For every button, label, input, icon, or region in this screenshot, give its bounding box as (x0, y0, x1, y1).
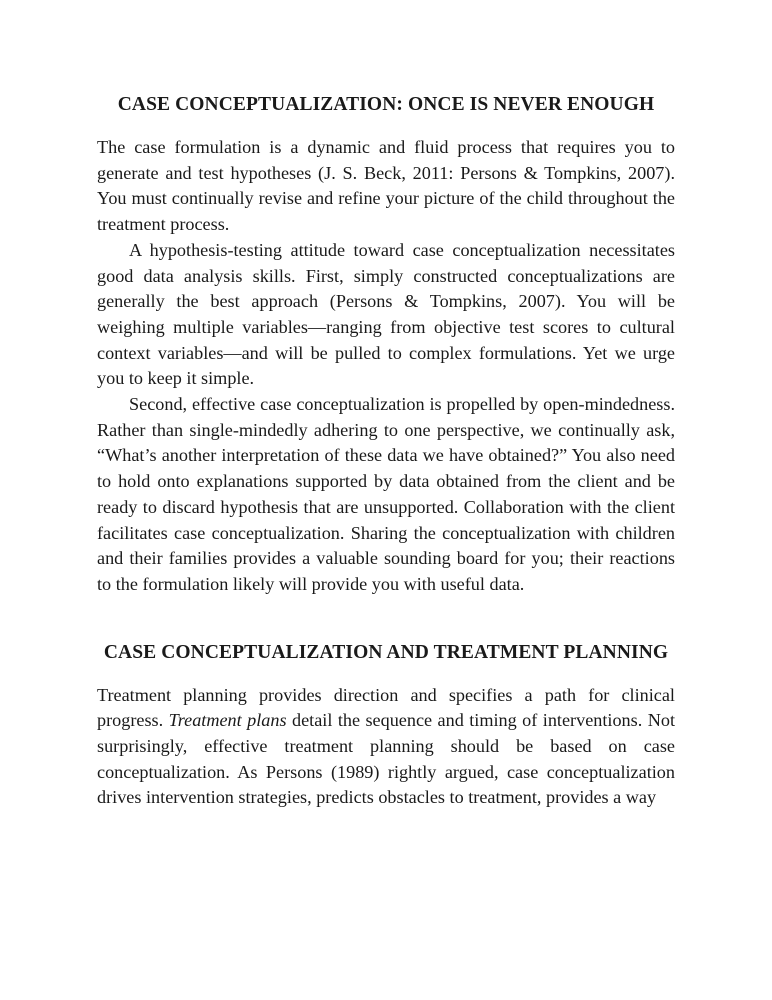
paragraph-3: Second, effective case conceptualization is propelled by open-mindedness. Rather than single-mindedly adhering to one perspective, we continually ask, “What’s another interpretation of these data we have obtained?” You also need to hold onto explanations supported by data obtained from the client and be ready to discard hypothesis that are unsupported. Collaboration with the client facilitates case conceptualization. Sharing the conceptualization with children and their families provides a valuable sounding board for you; their reactions to the formulation likely will provide you with useful data. (97, 394, 675, 594)
italic-term: Treatment plans (168, 710, 287, 731)
section-once-is-never-enough (97, 92, 675, 598)
section-treatment-planning (97, 640, 675, 812)
paragraph-treatment-planning (97, 683, 675, 812)
section-heading: CASE CONCEPTUALIZATION AND TREATMENT PLANNING (103, 641, 669, 663)
text-run: detail the sequence and timing of interventions. Not surprisingly, effective treatment planning should be based on case conceptualization. As Persons (1989) rightly argued, case conceptualization drives intervention strategies, predicts obstacles to treatment, provides a way (97, 710, 675, 808)
paragraph-1: The case formulation is a dynamic and fluid process that requires you to generate and test hypotheses (J. S. Beck, 2011: Persons & Tompkins, 2007). You must continually revise and refine your picture of the child throughout the treatment process. (97, 137, 675, 235)
section-heading: CASE CONCEPTUALIZATION: ONCE IS NEVER ENOUGH (117, 94, 655, 115)
paragraph-2: A hypothesis-testing attitude toward case conceptualization necessitates good data analysis skills. First, simply constructed conceptualizations are generally the best approach (Persons & Tompkins, 2007). You will be weighing multiple variables—ranging from objective test scores to cultural context variables—and will be pulled to complex formulations. Yet we urge you to keep it simple. (97, 239, 675, 389)
text-run: Treatment planning provides direction and specifies a path for clinical progress. (97, 684, 675, 731)
document-page (97, 92, 675, 811)
